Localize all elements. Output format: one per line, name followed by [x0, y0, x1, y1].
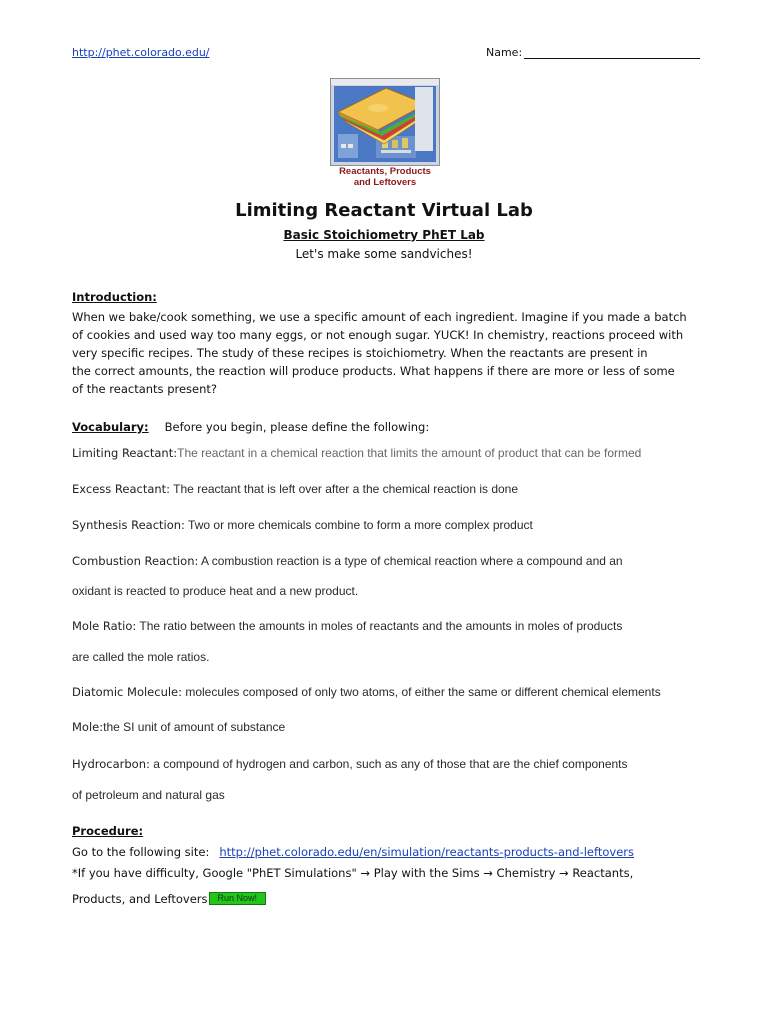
term-definition: A combustion reaction is a type of chemical reaction where a compound and an [198, 554, 623, 568]
term-label: Mole: [72, 720, 104, 734]
term-definition: The reactant that is left over after a the chemical reaction is done [170, 482, 519, 496]
name-field [486, 46, 700, 59]
term-label: Combustion Reaction: [72, 554, 199, 568]
term-definition: molecules composed of only two atoms, of either the same or different chemical elements [182, 685, 661, 699]
procedure-help-line1: *If you have difficulty, Google "PhET Simulations" → Play with the Sims → Chemistry → Reactants, [72, 866, 634, 880]
simulation-thumbnail [330, 78, 440, 192]
procedure-goto-line [72, 845, 634, 859]
term-definition: a compound of hydrogen and carbon, such as any of those that are the chief components [149, 757, 628, 771]
vocabulary-heading: Vocabulary: [72, 420, 149, 434]
introduction-heading: Introduction: [72, 290, 157, 304]
term-definition: the SI unit of amount of substance [103, 720, 286, 734]
sim-window-frame [330, 78, 440, 166]
term-label: Limiting Reactant: [72, 446, 178, 460]
term-combustion-reaction [72, 554, 712, 568]
page-title: Limiting Reactant Virtual Lab [235, 200, 533, 221]
page-subtitle: Basic Stoichiometry PhET Lab [283, 228, 485, 242]
term-mole [72, 720, 712, 734]
term-synthesis-reaction [72, 518, 712, 532]
term-label: Excess Reactant: [72, 482, 171, 496]
vocabulary-row [72, 420, 429, 434]
term-label: Hydrocarbon: [72, 757, 150, 771]
procedure-goto-text: Go to the following site: [72, 845, 210, 859]
term-diatomic-molecule [72, 685, 712, 699]
term-definition: Two or more chemicals combine to form a more complex product [184, 518, 533, 532]
sim-caption-line1: Reactants, Products [339, 166, 431, 177]
procedure-help-line2-row [72, 892, 266, 906]
run-now-button[interactable]: Run Now! [209, 892, 267, 905]
term-label: Synthesis Reaction: [72, 518, 185, 532]
sim-titlebar [331, 79, 439, 85]
procedure-help-line2: Products, and Leftovers [72, 892, 208, 906]
introduction-text: When we bake/cook something, we use a specific amount of each ingredient. Imagine if you made a batch of cookies and used way too many eggs, or not enough sugar. YUCK! In chemistry, reactions proceed with very specific recipes. The study of these recipes is stoichiometry. When the reactants are present in the correct amounts, the reaction will produce products. What happens if there are more or less of some of the reactants present? [72, 310, 687, 396]
term-limiting-reactant [72, 446, 712, 460]
page-tagline: Let's make some sandviches! [295, 247, 473, 261]
term-definition-continuation: oxidant is reacted to produce heat and a new product. [72, 584, 359, 598]
sim-caption [330, 166, 440, 188]
term-definition: The ratio between the amounts in moles of reactants and the amounts in moles of products [136, 619, 623, 633]
term-definition-continuation: are called the mole ratios. [72, 650, 210, 664]
name-blank-line [524, 47, 700, 59]
term-definition: The reactant in a chemical reaction that limits the amount of product that can be formed [177, 446, 642, 460]
term-label: Mole Ratio: [72, 619, 137, 633]
sim-caption-line2: and Leftovers [353, 177, 417, 188]
term-excess-reactant [72, 482, 712, 496]
name-label: Name: [486, 46, 523, 59]
procedure-heading: Procedure: [72, 824, 144, 838]
simulation-link[interactable]: http://phet.colorado.edu/en/simulation/reactants-products-and-leftovers [219, 845, 634, 859]
header-url-link[interactable]: http://phet.colorado.edu/ [72, 46, 210, 59]
term-mole-ratio [72, 619, 712, 633]
term-label: Diatomic Molecule: [72, 685, 183, 699]
term-hydrocarbon [72, 757, 712, 771]
vocabulary-instruction: Before you begin, please define the following: [164, 420, 430, 434]
term-definition-continuation: of petroleum and natural gas [72, 788, 225, 802]
sim-control-panel [415, 87, 433, 151]
